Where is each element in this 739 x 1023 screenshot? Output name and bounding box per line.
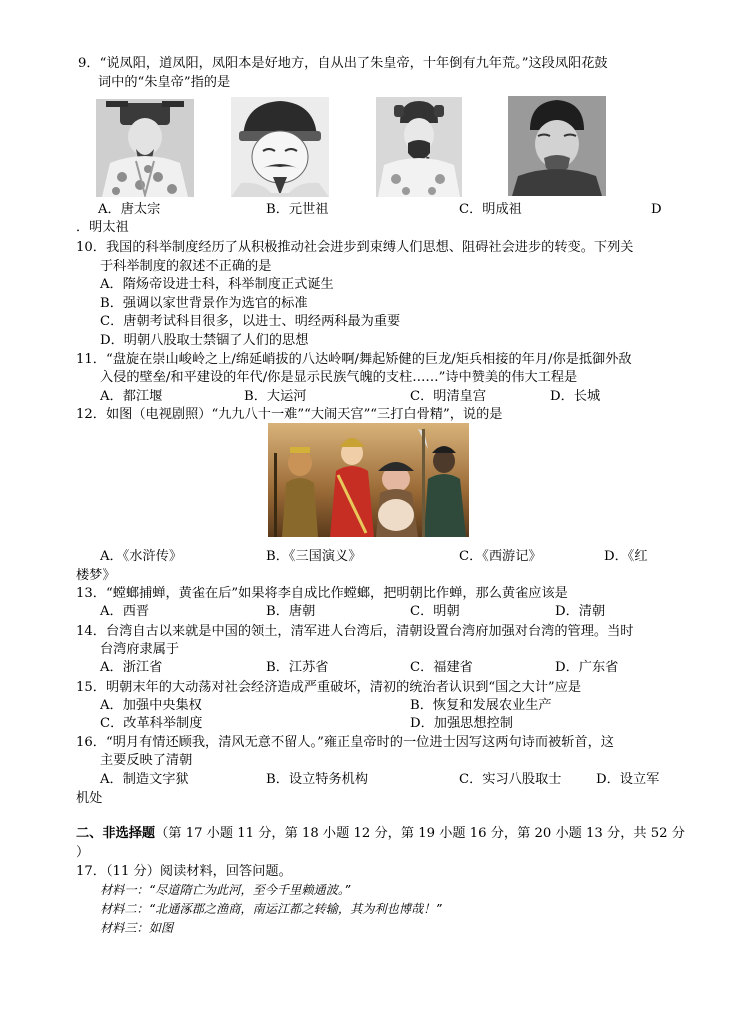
q12-option-a[interactable]: A．《水浒传》 xyxy=(100,549,183,564)
q9-option-b[interactable]: B．元世祖 xyxy=(266,202,329,217)
section2-note: （第 17 小题 11 分，第 18 小题 12 分，第 19 小题 16 分，第 20 小题 13 分，共 52 分 xyxy=(155,826,685,841)
q12-option-c[interactable]: C．《西游记》 xyxy=(459,549,542,564)
q9-option-d-text[interactable]: ．明太祖 xyxy=(76,220,129,235)
portrait-yuan-shizu xyxy=(231,97,329,197)
q10-option-c[interactable]: C．唐朝考试科目很多，以进士、明经两科最为重要 xyxy=(100,314,401,329)
q16-stem-line1: 16．“明月有情还顾我，清风无意不留人。”雍正皇帝时的一位进士因写这两句诗而被斩首，这 xyxy=(76,735,614,750)
q10-option-a[interactable]: A．隋炀帝设进士科，科举制度正式诞生 xyxy=(100,277,334,292)
q10-stem-line2: 于科举制度的叙述不正确的是 xyxy=(100,259,272,274)
q16-option-d-part1[interactable]: D．设立军 xyxy=(596,772,660,787)
q11-option-a[interactable]: A．都江堰 xyxy=(100,389,163,404)
q11-option-d[interactable]: D．长城 xyxy=(550,389,601,404)
q9-stem-line1: 9．“说凤阳，道凤阳，凤阳本是好地方，自从出了朱皇帝，十年倒有九年荒。”这段凤阳花鼓 xyxy=(78,56,608,71)
q9-stem-line2: 词中的“朱皇帝”指的是 xyxy=(98,75,231,90)
q11-option-b[interactable]: B．大运河 xyxy=(244,389,307,404)
q9-option-d-letter[interactable]: D xyxy=(651,202,662,217)
q13-option-a[interactable]: A．西晋 xyxy=(100,604,150,619)
q13-option-d[interactable]: D．清朝 xyxy=(555,604,606,619)
q16-option-b[interactable]: B．设立特务机构 xyxy=(266,772,369,787)
portrait-ming-chengzu xyxy=(376,97,462,197)
section2-title: 二、非选择题 xyxy=(76,826,156,841)
portrait-ming-taizu xyxy=(508,96,606,196)
q14-stem-line2: 台湾府隶属于 xyxy=(100,642,180,657)
q14-option-b[interactable]: B．江苏省 xyxy=(266,660,329,675)
q16-option-d-part2[interactable]: 机处 xyxy=(76,791,103,806)
q15-option-c[interactable]: C．改革科举制度 xyxy=(100,716,203,731)
q14-option-c[interactable]: C．福建省 xyxy=(410,660,473,675)
q9-option-c[interactable]: C．明成祖 xyxy=(459,202,522,217)
q11-option-c[interactable]: C．明清皇宫 xyxy=(410,389,487,404)
q16-stem-line2: 主要反映了清朝 xyxy=(100,753,193,768)
section2-heading xyxy=(76,825,685,843)
q12-option-b[interactable]: B．《三国演义》 xyxy=(266,549,362,564)
q14-option-d[interactable]: D．广东省 xyxy=(555,660,619,675)
q10-option-b[interactable]: B．强调以家世背景作为选官的标准 xyxy=(100,296,308,311)
portrait-tang-taizong xyxy=(96,99,194,197)
q10-stem-line1: 10．我国的科举制度经历了从积极推动社会进步到束缚人们思想、阻碍社会进步的转变。下列关 xyxy=(76,240,634,255)
q16-option-c[interactable]: C．实习八股取士 xyxy=(459,772,562,787)
q16-option-a[interactable]: A．制造文字狱 xyxy=(100,772,189,787)
q17-material-1: 材料一：“尽道隋亡为此河，至今千里赖通波。” xyxy=(100,883,351,897)
q14-stem-line1: 14．台湾自古以来就是中国的领土，清军进人台湾后，清朝设置台湾府加强对台湾的管理。当时 xyxy=(76,624,634,639)
q14-option-a[interactable]: A．浙江省 xyxy=(100,660,163,675)
q17-material-2: 材料二：“北通涿郡之渔商，南运江都之转输，其为利也博哉！” xyxy=(100,902,442,916)
q17-material-3: 材料三：如图 xyxy=(100,921,174,935)
q15-option-d[interactable]: D．加强思想控制 xyxy=(410,716,513,731)
q9-option-a[interactable]: A．唐太宗 xyxy=(98,202,161,217)
tv-drama-still-journey-to-the-west xyxy=(268,423,469,537)
q15-option-b[interactable]: B．恢复和发展农业生产 xyxy=(410,698,552,713)
q15-stem-line1: 15．明朝末年的大动荡对社会经济造成严重破坏，清初的统治者认识到“国之大计”应是 xyxy=(76,680,582,695)
q13-stem-line1: 13．“螳螂捕蝉，黄雀在后”如果将李自成比作螳螂，把明朝比作蝉，那么黄雀应该是 xyxy=(76,586,568,601)
q12-option-d-part1[interactable]: D．《红 xyxy=(604,549,648,564)
q13-option-c[interactable]: C．明朝 xyxy=(410,604,460,619)
q13-option-b[interactable]: B．唐朝 xyxy=(266,604,316,619)
q12-option-d-part2[interactable]: 楼梦》 xyxy=(76,568,116,583)
section2-note-end: ） xyxy=(76,845,90,860)
q17-stem: 17．（11 分）阅读材料，回答问题。 xyxy=(76,864,292,879)
q11-stem-line1: 11．“盘旋在崇山峻岭之上/绵延峭拔的八达岭啊/舞起矫健的巨龙/矩兵相接的年月/你是抵御外敌 xyxy=(76,352,632,367)
q10-option-d[interactable]: D．明朝八股取士禁锢了人们的思想 xyxy=(100,333,309,348)
q12-stem-line1: 12．如图（电视剧照）“九九八十一难”“大闹天宫”“三打白骨精”，说的是 xyxy=(76,407,503,422)
q15-option-a[interactable]: A．加强中央集权 xyxy=(100,698,202,713)
q11-stem-line2: 入侵的壁垒/和平建设的年代/你是显示民族气魄的支柱……”诗中赞美的伟大工程是 xyxy=(100,370,578,385)
